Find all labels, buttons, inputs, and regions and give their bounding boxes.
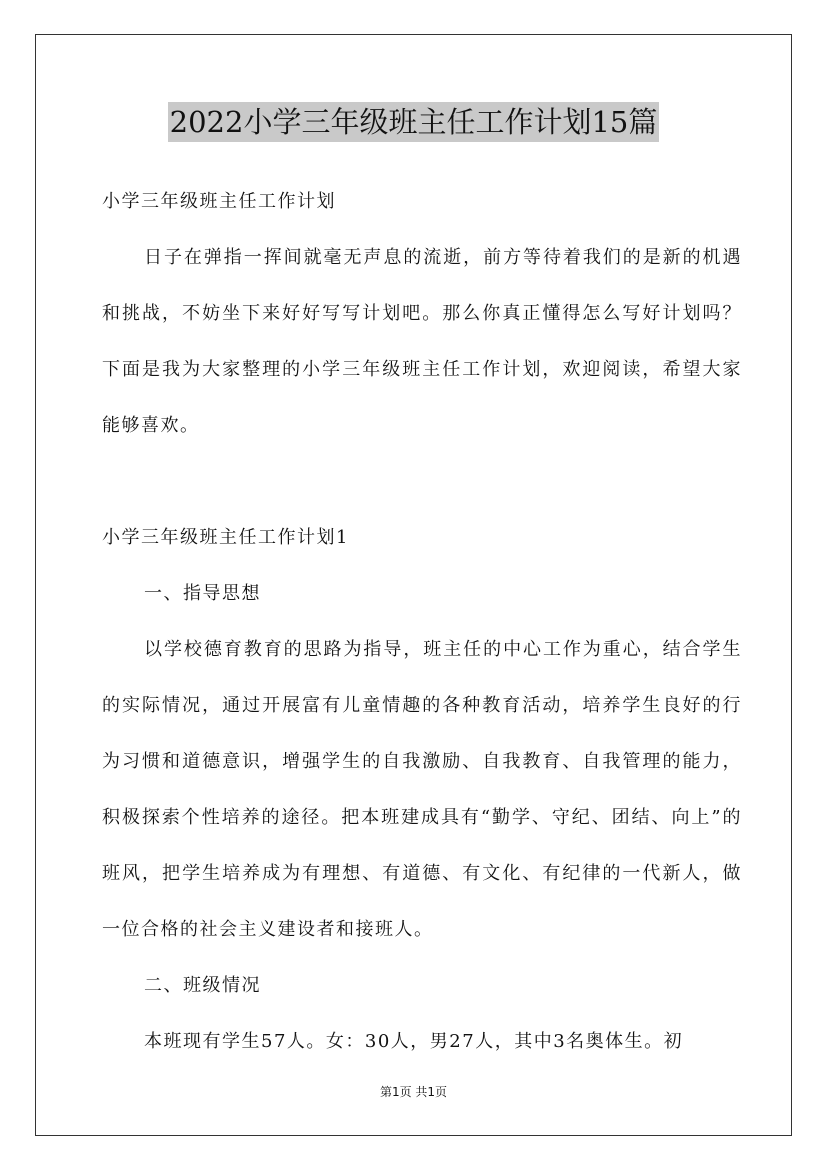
page-number: 第1页 共1页 <box>379 1085 448 1099</box>
paragraph-gap <box>102 454 742 510</box>
part1-heading: 一、指导思想 <box>144 583 261 604</box>
intro-heading: 小学三年级班主任工作计划 <box>102 191 336 212</box>
title-container <box>0 102 827 142</box>
part2-paragraph: 本班现有学生57人。女：30人，男27人，其中3名奥体生。初 <box>144 1031 684 1052</box>
page-footer <box>0 1083 827 1100</box>
part1-paragraph: 以学校德育教育的思路为指导，班主任的中心工作为重心，结合学生的实际情况，通过开展富有儿童情趣的各种教育活动，培养学生良好的行为习惯和道德意识，增强学生的自我激励、自我教育、自我管理的能力，积极探索个性培养的途径。把本班建成具有“勤学、守纪、团结、向上”的班风，把学生培养成为有理想、有道德、有文化、有纪律的一代新人，做一位合格的社会主义建设者和接班人。 <box>102 639 742 940</box>
document-title: 2022小学三年级班主任工作计划15篇 <box>168 102 660 142</box>
part2-heading: 二、班级情况 <box>144 975 261 996</box>
section1-heading: 小学三年级班主任工作计划1 <box>102 527 349 548</box>
document-body <box>102 174 742 1070</box>
intro-paragraph: 日子在弹指一挥间就毫无声息的流逝，前方等待着我们的是新的机遇和挑战，不妨坐下来好好写写计划吧。那么你真正懂得怎么写好计划吗？下面是我为大家整理的小学三年级班主任工作计划，欢迎阅读，希望大家能够喜欢。 <box>102 247 742 436</box>
